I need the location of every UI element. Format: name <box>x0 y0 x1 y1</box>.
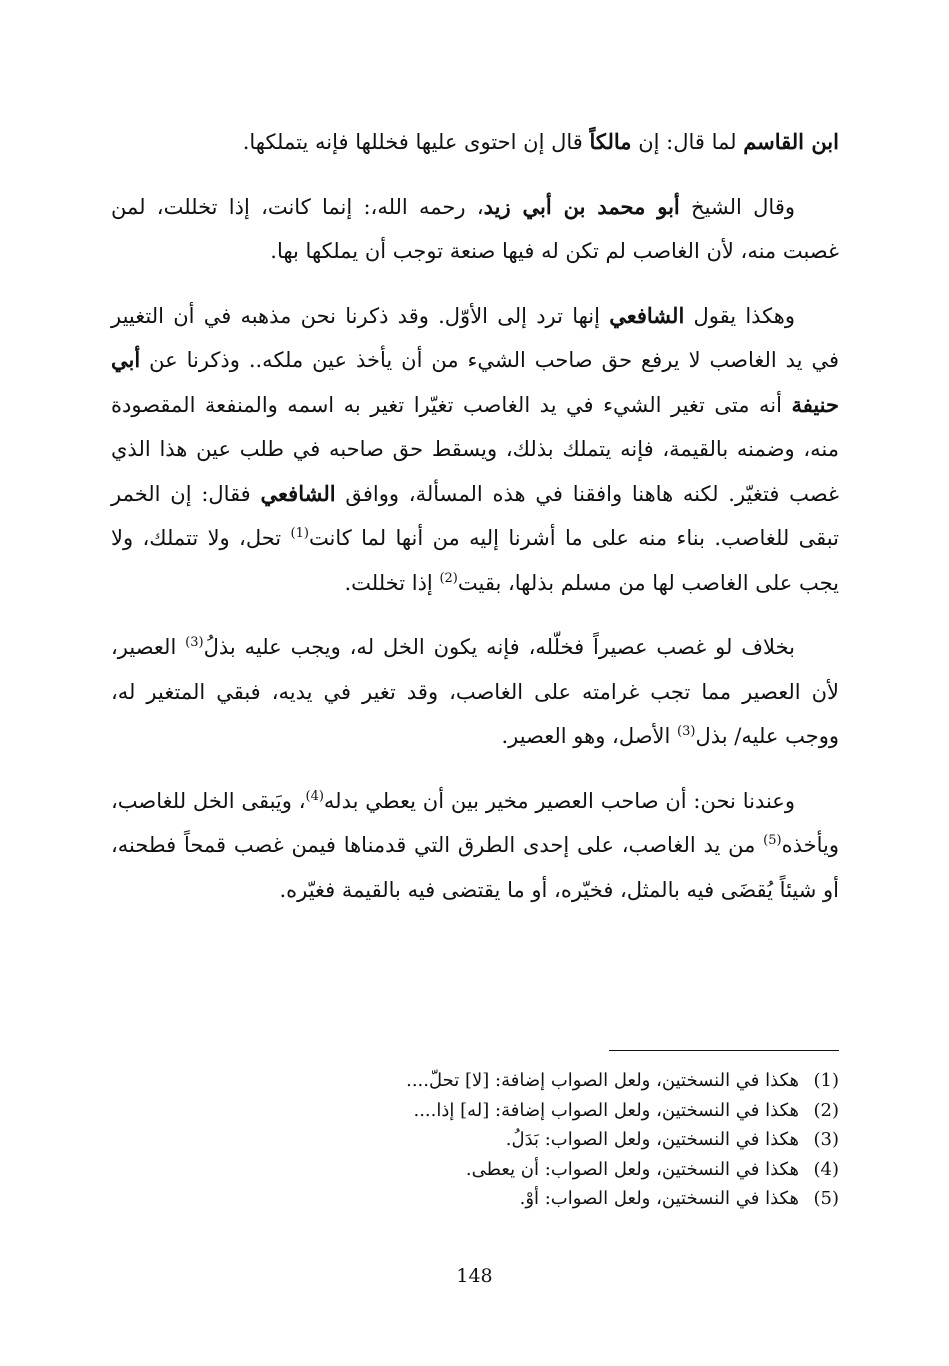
bold-name: أبي حنيفة <box>111 347 839 417</box>
footnote-separator <box>609 1050 839 1051</box>
text-run: تحل، ولا تتملك، ولا يجب على الغاصب لها من مسلم بذلها، بقيت <box>111 526 839 595</box>
footnote <box>111 1096 839 1126</box>
paragraph <box>111 185 839 274</box>
footnote-number: (2) <box>813 1099 839 1121</box>
text-run: ، ويَبقى الخل للغاصب، ويأخذه <box>111 788 839 857</box>
footnote-number: (4) <box>813 1158 839 1180</box>
footnote-text: هكذا في النسختين، ولعل الصواب: بَدَلُ. <box>505 1129 799 1150</box>
footnote <box>111 1066 839 1096</box>
text-run: ، رحمه الله،: إنما كانت، إذا تخللت، لمن غصبت منه، لأن الغاصب لم تكن له فيها صنعة توجب أن يملكها بها. <box>111 194 839 263</box>
footnote-marker: (2) <box>439 570 458 586</box>
text-run: من يد الغاصب، على إحدى الطرق التي قدمناها فيمن غصب قمحاً فطحنه، أو شيئاً يُقضَى فيه بالمثل، فخيّره، أو ما يقتضى فيه بالقيمة فغيّره. <box>111 833 839 902</box>
text-run: الأصل، وهو العصير. <box>501 724 678 748</box>
text-run: إذا تخللت. <box>344 570 440 595</box>
text-run: وقال الشيخ <box>679 194 796 219</box>
footnote-text: هكذا في النسختين، ولعل الصواب: أوْ. <box>519 1188 799 1209</box>
bold-name: مالكاً <box>589 129 632 154</box>
bold-name: ابن القاسم <box>743 129 839 154</box>
footnote-text: هكذا في النسختين، ولعل الصواب إضافة: [لا] تحلّ.... <box>406 1070 799 1091</box>
text-run: قال إن احتوى عليها فخللها فإنه يتملكها. <box>242 130 590 154</box>
text-run: وهكذا يقول <box>684 303 795 328</box>
text-run: إنها ترد إلى الأوّل. وقد ذكرنا نحن مذهبه في أن التغيير في يد الغاصب لا يرفع حق صاحب الشيء من أن يأخذ عين ملكه.. وذكرنا عن <box>111 303 839 372</box>
footnote <box>111 1155 839 1185</box>
bold-name: الشافعي <box>260 480 336 506</box>
page-number: 148 <box>456 1265 493 1287</box>
footnote-number: (1) <box>813 1070 839 1091</box>
paragraph <box>111 625 839 759</box>
text-run: وعندنا نحن: أن صاحب العصير مخير بين أن يعطي بدله <box>323 788 795 813</box>
text-run: بخلاف لو غصب عصيراً فخلّله، فإنه يكون الخل له، ويجب عليه بذلُ <box>203 635 795 659</box>
text-run: أنه متى تغير الشيء في يد الغاصب تغيّرا تغير به اسمه والمنفعة المقصودة منه، وضمنه بالقيمة، فإنه يتملك بذلك، ويسقط حق صاحبه في طلب عين هذا الذي غصب فتغيّر. لكنه هاهنا وافقنا في هذه المسألة، ووافق <box>111 392 839 506</box>
footnote-text: هكذا في النسختين، ولعل الصواب: أن يعطى. <box>465 1158 799 1180</box>
footnote-marker: (5) <box>763 833 782 848</box>
text-run: فقال: إن الخمر تبقى للغاصب. بناء منه على ما أشرنا إليه من أنها لما كانت <box>111 481 839 550</box>
footnote-number: (3) <box>813 1129 839 1150</box>
text-run: لما قال: إن <box>631 130 744 154</box>
footnote-number: (5) <box>813 1188 839 1209</box>
footnote <box>111 1125 839 1155</box>
main-text <box>111 120 839 932</box>
paragraph <box>111 779 839 913</box>
bold-name: الشافعي <box>609 302 685 328</box>
footnote <box>111 1184 839 1214</box>
paragraph <box>111 294 839 606</box>
paragraph <box>111 120 839 165</box>
text-run: العصير، لأن العصير مما تجب غرامته على الغاصب، وقد تغير في يديه، فبقي المتغير له، ووجب عليه/ بذل <box>111 635 839 748</box>
footnote-marker: (1) <box>290 526 309 541</box>
bold-name: أبو محمد بن أبي زيد <box>483 193 680 219</box>
footnote-marker: (3) <box>185 635 204 650</box>
footnote-text: هكذا في النسختين، ولعل الصواب إضافة: [له] إذا.... <box>413 1099 799 1121</box>
footnote-marker: (3) <box>677 724 696 739</box>
footnotes-list <box>111 1066 839 1214</box>
footnote-marker: (4) <box>305 788 324 804</box>
